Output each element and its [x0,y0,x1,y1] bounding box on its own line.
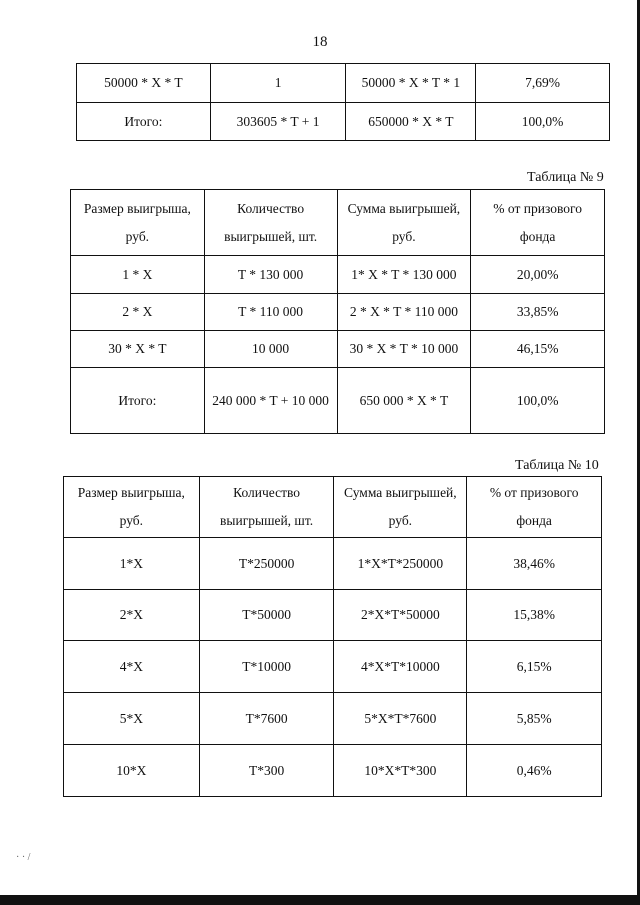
table-row [64,693,602,745]
table10-caption: Таблица № 10 [515,458,599,473]
table-cell: T*300 [199,745,334,797]
header-cell: Количество выигрышей, шт. [199,477,334,538]
table-cell: 1*X [64,538,200,590]
table-cell: 20,00% [471,256,605,294]
table-cell: 5*X [64,693,200,745]
table-row [64,745,602,797]
table-cell: 50000 * X * T * 1 [346,64,476,103]
table10 [63,476,602,797]
table-row [64,538,602,590]
table-cell: 33,85% [471,294,605,331]
table-cell: 4*X [64,641,200,693]
table-cell: 1*X*T*250000 [334,538,467,590]
table-cell: 30 * X * T [71,331,205,368]
table-cell: Итого: [71,368,205,434]
table-cell: T * 130 000 [204,256,337,294]
table-header-row [64,477,602,538]
scan-mark: · · / [16,852,31,863]
table-cell: 1 [210,64,346,103]
table-row [64,590,602,641]
table-row [71,368,605,434]
table-cell: 1 * X [71,256,205,294]
table-cell: 4*X*T*10000 [334,641,467,693]
header-cell: Размер выигрыша, руб. [71,190,205,256]
table-cell: Итого: [77,103,211,141]
table-cell: 0,46% [467,745,602,797]
header-cell: Размер выигрыша, руб. [64,477,200,538]
header-cell: % от призового фонда [471,190,605,256]
table-cell: T*7600 [199,693,334,745]
table-cell: 7,69% [476,64,610,103]
table-row [71,294,605,331]
table-cell: 650 000 * X * T [337,368,471,434]
table-cell: 46,15% [471,331,605,368]
header-cell: Сумма выигрышей, руб. [337,190,471,256]
table-cell: T*50000 [199,590,334,641]
table-row [71,256,605,294]
table-cell: 50000 * X * T [77,64,211,103]
table-cell: 10 000 [204,331,337,368]
continuation-table [76,63,610,141]
table-cell: 2 * X [71,294,205,331]
table9 [70,189,605,434]
scan-edge-bottom [0,895,640,905]
table-cell: 30 * X * T * 10 000 [337,331,471,368]
table-row [64,641,602,693]
table-row [77,103,610,141]
table-cell: 240 000 * T + 10 000 [204,368,337,434]
table-cell: T * 110 000 [204,294,337,331]
table-cell: 10*X*T*300 [334,745,467,797]
table-cell: 100,0% [476,103,610,141]
header-cell: % от призового фонда [467,477,602,538]
page-number: 18 [312,34,328,50]
table9-caption: Таблица № 9 [527,170,604,185]
table-cell: 5*X*T*7600 [334,693,467,745]
table-cell: 10*X [64,745,200,797]
table-cell: T*250000 [199,538,334,590]
table-cell: 2*X*T*50000 [334,590,467,641]
table-cell: T*10000 [199,641,334,693]
table-row [77,64,610,103]
table-cell: 1* X * T * 130 000 [337,256,471,294]
table-cell: 100,0% [471,368,605,434]
table-header-row [71,190,605,256]
table-cell: 650000 * X * T [346,103,476,141]
table-cell: 5,85% [467,693,602,745]
table-cell: 6,15% [467,641,602,693]
table-row [71,331,605,368]
table-cell: 38,46% [467,538,602,590]
table-cell: 15,38% [467,590,602,641]
table-cell: 2 * X * T * 110 000 [337,294,471,331]
header-cell: Количество выигрышей, шт. [204,190,337,256]
header-cell: Сумма выигрышей, руб. [334,477,467,538]
table-cell: 2*X [64,590,200,641]
table-cell: 303605 * T + 1 [210,103,346,141]
